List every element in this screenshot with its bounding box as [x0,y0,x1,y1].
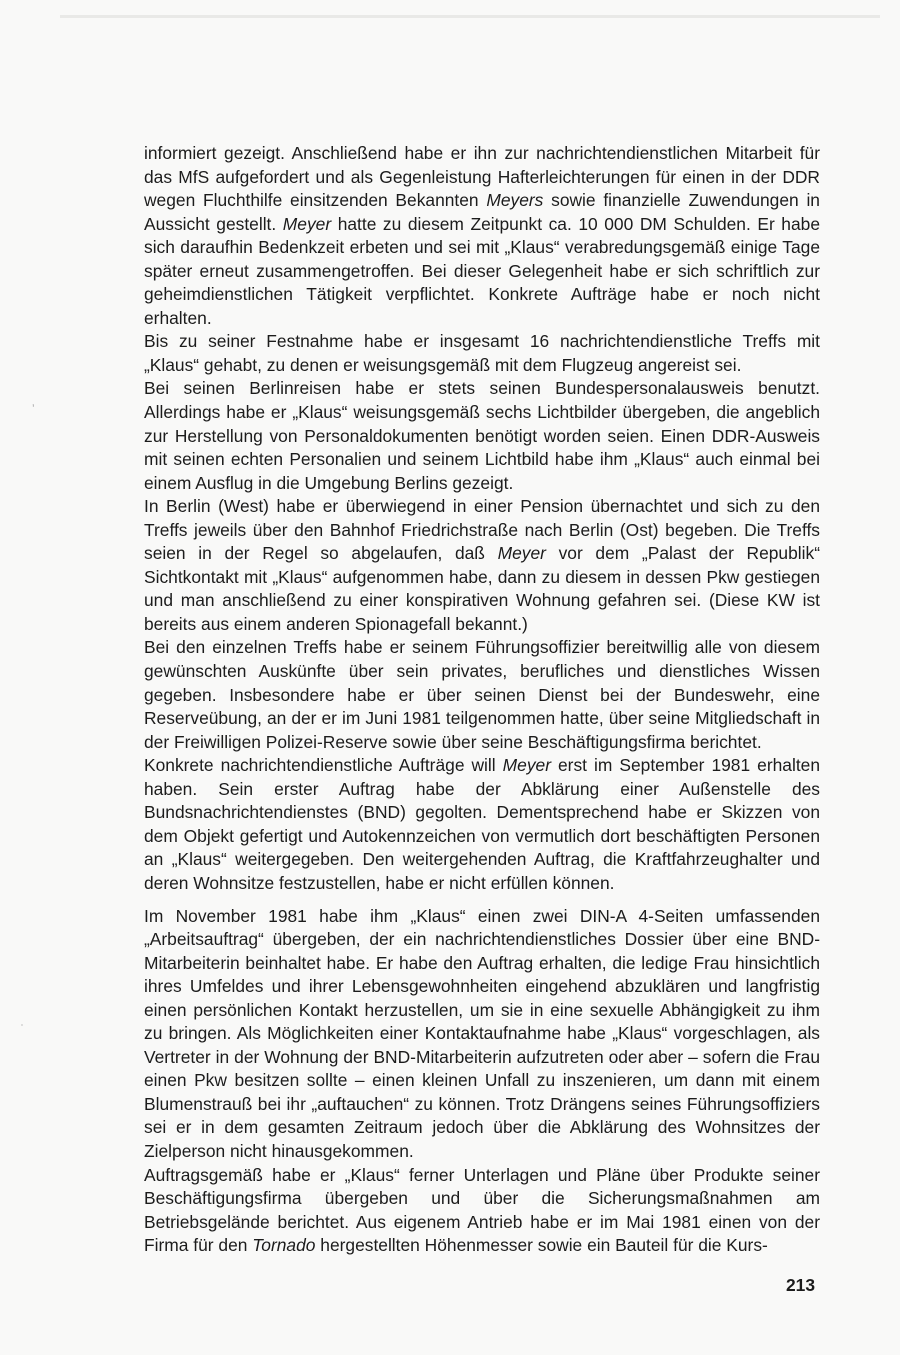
text-run: Bei seinen Berlinreisen habe er stets seinen Bundespersonalausweis benutzt. Allerdings habe er „Klaus“ weisungsgemäß sechs Lichtbilder übergeben, die angeblich zur Herstellung von Personaldokumenten benötigt worden seien. Einen DDR-Ausweis mit seinen echten Personalien und seinem Lichtbild habe ihm „Klaus“ auch einmal bei einem Ausflug in die Umgebung Berlins gezeigt. [144,378,820,493]
text-run: Konkrete nachrichtendienstliche Aufträge will [144,755,503,776]
paragraph [144,142,820,330]
text-run: Auftragsgemäß habe er „Klaus“ ferner Unterlagen und Pläne über Produkte seiner Beschäftigungsfirma übergeben und über die Sicherungsmaßnahmen am Betriebsgelände berichtet. Aus eigenem Antrieb habe er im Mai 1981 einen von der Firma für den [144,1164,820,1256]
text-run: vor dem „Palast der Republik“ Sichtkontakt mit „Klaus“ aufgenommen habe, dann zu diesem in dessen Pkw gestiegen und man anschließend zu einer konspirativen Wohnung gefahren sei. (Diese KW ist bereits aus einem anderen Spionagefall bekannt.) [144,543,820,634]
paragraph [144,377,820,495]
text-run: informiert gezeigt. Anschließend habe er ihn zur nachrichtendienstlichen Mitarbeit für das MfS aufgefordert und als Gegenleistung Hafterleichterungen für einen in der DDR wegen Fluchthilfe einsitzenden Bekannten [144,143,820,211]
text-run: Im November 1981 habe ihm „Klaus“ einen zwei DIN-A 4-Seiten umfassenden „Arbeitsauftrag“ übergeben, der ein nachrichtendienstliches Dossier über eine BND-Mitarbeiterin beinhaltet habe. Er habe den Auftrag erhalten, die ledige Frau hinsichtlich ihres Umfeldes und ihrer Lebensgewohnheiten eingehend abzuklären und langfristig einen persönlichen Kontakt herzustellen, um sie in eine sexuelle Abhängigkeit zu ihm zu bringen. Als Möglichkeiten einer Kontaktaufnahme habe „Klaus“ vorgeschlagen, als Vertreter in der Wohnung der BND-Mitarbeiterin aufzutreten oder aber – sofern die Frau einen Pkw besitzen sollte – einen kleinen Unfall zu inszenieren, um dann mit einem Blumenstrauß bei ihr „auftauchen“ zu können. Trotz Drängens seines Führungsoffiziers sei er in dem gesamten Zeitraum jedoch über die Abklärung des Wohnsitzes der Zielperson nicht hinausgekommen. [144,905,820,1161]
paragraph [144,495,820,636]
paragraph [144,754,820,895]
text-run: hergestellten Höhenmesser sowie ein Bauteil für die Kurs- [315,1235,768,1256]
text-run: Bei den einzelnen Treffs habe er seinem Führungsoffizier bereitwillig alle von diesem gewünschten Auskünfte über sein privates, berufliches und dienstliches Wissen gegeben. Insbesondere habe er über seinen Dienst bei der Bundeswehr, eine Reserveübung, an der er im Juni 1981 teilgenommen hatte, über seine Mitgliedschaft in der Freiwilligen Polizei-Reserve sowie über seine Beschäftigungsfirma berichtet. [144,637,820,752]
text-run: Bis zu seiner Festnahme habe er insgesamt 16 nachrichtendienstliche Treffs mit „Klaus“ gehabt, zu denen er weisungsgemäß mit dem Flugzeug angereist sei. [144,331,820,375]
scan-speck: ʼ [32,402,35,416]
paragraph [144,636,820,754]
text-run: In Berlin (West) habe er überwiegend in einer Pension übernachtet und sich zu den Treffs jeweils über den Bahnhof Friedrichstraße nach Berlin (Ost) begeben. Die Treffs seien in der Regel so abgelaufen, daß [144,496,820,564]
scan-speck: ˈ [20,1022,24,1036]
italic-name: Meyer [282,213,332,234]
italic-name: Tornado [252,1235,316,1256]
paragraph [144,1164,820,1258]
paragraph [144,905,820,1164]
paragraph [144,330,820,377]
italic-name: Meyer [502,755,551,776]
page-number: 213 [786,1275,816,1295]
document-body [144,142,820,1258]
text-run: hatte zu diesem Zeitpunkt ca. 10 000 DM Schulden. Er habe sich daraufhin Bedenkzeit erbeten und sei mit „Klaus“ verabredungsgemäß einige Tage später erneut zusammengetroffen. Bei dieser Gelegenheit habe er sich schriftlich zur geheimdienstlichen Tätigkeit verpflichtet. Konkrete Aufträge habe er noch nicht erhalten. [144,213,820,328]
text-run: erst im September 1981 erhalten haben. Sein erster Auftrag habe der Abklärung einer Außenstelle des Bundsnachrichtendienstes (BND) gegolten. Dementsprechend habe er Skizzen von dem Objekt gefertigt und Autokennzeichen von vermutlich dort beschäftigten Personen an „Klaus“ weitergegeben. Den weitergehenden Auftrag, die Kraftfahrzeughalter und deren Wohnsitze festzustellen, habe er nicht erfüllen können. [144,755,820,893]
italic-name: Meyer [497,543,546,564]
italic-name: Meyers [486,190,544,211]
scan-edge-line [60,15,880,18]
text-run: sowie finanzielle Zuwendungen in Aussicht gestellt. [144,190,820,234]
